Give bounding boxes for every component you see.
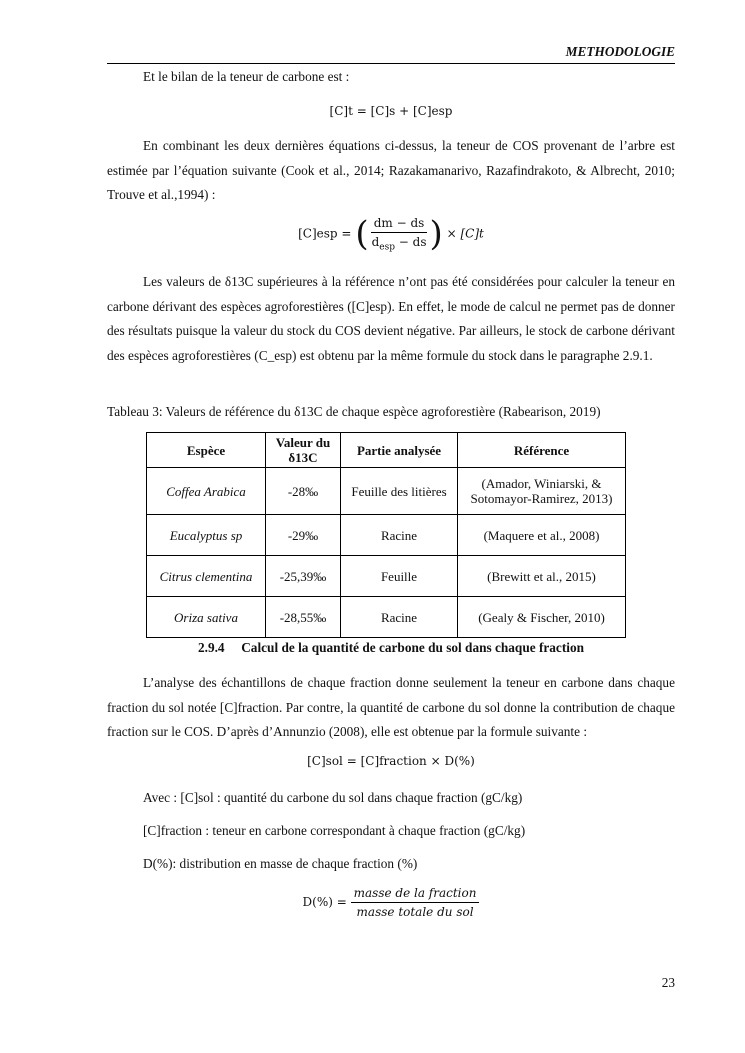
reference-table [146, 432, 626, 638]
eq4-denominator: masse totale du sol [356, 905, 474, 919]
paragraph-d13c: Les valeurs de δ13C supérieures à la référence n’ont pas été considérées pour calculer la teneur en carbone dérivant des espèces agroforestières ([C]esp). En effet, le mode de calcul ne permet pas de donner des résultats puisque la valeur du stock du COS devient négative. Par ailleurs, le stock de carbone dérivant des espèces agroforestières (C_esp) est obtenu par la même formule du stock dans le paragraphe 2.9.1. [107, 274, 675, 363]
section-heading: 2.9.4 Calcul de la quantité de carbone du sol dans chaque fraction [197, 640, 584, 655]
cell-value: -25,39‰ [266, 556, 341, 597]
definition-cfraction: [C]fraction : teneur en carbone correspondant à chaque fraction (gC/kg) [143, 823, 526, 838]
cell-part: Racine [341, 597, 458, 638]
eq2-numerator: dm − ds [371, 216, 428, 233]
col-header: Partie analysée [341, 433, 458, 468]
cell-species: Oriza sativa [147, 597, 266, 638]
cell-part: Feuille [341, 556, 458, 597]
definition-d: D(%): distribution en masse de chaque fraction (%) [143, 856, 418, 871]
header-rule [107, 63, 675, 64]
cell-species: Eucalyptus sp [147, 515, 266, 556]
paragraph-bilan: Et le bilan de la teneur de carbone est : [143, 69, 350, 84]
eq2-den-d: d [371, 235, 380, 249]
paragraph-combination: En combinant les deux dernières équations ci-dessus, la teneur de COS provenant de l’arbre est estimée par l’équation suivante (Cook et al., 2014; Razakamanarivo, Razafindrakoto, & Albrecht, 2010; Trouve et al.,1994) : [107, 138, 675, 203]
col-header: Espèce [147, 433, 266, 468]
equation-total-carbon: [C]t = [C]s + [C]esp [329, 104, 453, 118]
eq4-lhs: D(%) = [302, 895, 347, 909]
equation-esp: [C]esp = ( $\frac{dm - ds}{d_{esp} - ds}$ ) × [C]t [298, 214, 484, 255]
col-header: Valeur du δ13C [266, 433, 341, 468]
paragraph-fraction: L’analyse des échantillons de chaque fraction donne seulement la teneur en carbone dans chaque fraction du sol notée [C]fraction. Par contre, la quantité de carbone du sol donne la contribution de chaque fraction sur le COS. D’après d’Annunzio (2008), elle est obtenue par la formule suivante : [107, 675, 675, 740]
cell-species: Citrus clementina [147, 556, 266, 597]
running-header: METHODOLOGIE [565, 44, 675, 59]
eq4-numerator: masse de la fraction [351, 886, 480, 903]
page-number: 23 [661, 975, 675, 990]
table-row [147, 597, 626, 638]
eq2-rhs: × [C]t [446, 226, 484, 241]
col-header: Référence [458, 433, 626, 468]
equation-distribution [107, 886, 675, 919]
cell-reference: (Maquere et al., 2008) [458, 515, 626, 556]
cell-reference: (Amador, Winiarski, & Sotomayor-Ramirez, 2013) [458, 468, 626, 515]
eq2-den-rest: − ds [394, 235, 427, 249]
eq2-den-sub: esp [379, 242, 395, 253]
cell-value: -28‰ [266, 468, 341, 515]
cell-reference: (Gealy & Fischer, 2010) [458, 597, 626, 638]
eq2-lhs: [C]esp = [298, 226, 352, 241]
cell-part: Racine [341, 515, 458, 556]
table-row [147, 468, 626, 515]
cell-reference: (Brewitt et al., 2015) [458, 556, 626, 597]
definition-csol: Avec : [C]sol : quantité du carbone du sol dans chaque fraction (gC/kg) [143, 790, 523, 805]
cell-value: -28,55‰ [266, 597, 341, 638]
table-row [147, 556, 626, 597]
table-row [147, 515, 626, 556]
table-caption: Tableau 3: Valeurs de référence du δ13C de chaque espèce agroforestière (Rabearison, 2019) [107, 404, 601, 419]
cell-value: -29‰ [266, 515, 341, 556]
cell-part: Feuille des litières [341, 468, 458, 515]
table-header-row [147, 433, 626, 468]
equation-sol: [C]sol = [C]fraction × D(%) [307, 754, 475, 768]
cell-species: Coffea Arabica [147, 468, 266, 515]
